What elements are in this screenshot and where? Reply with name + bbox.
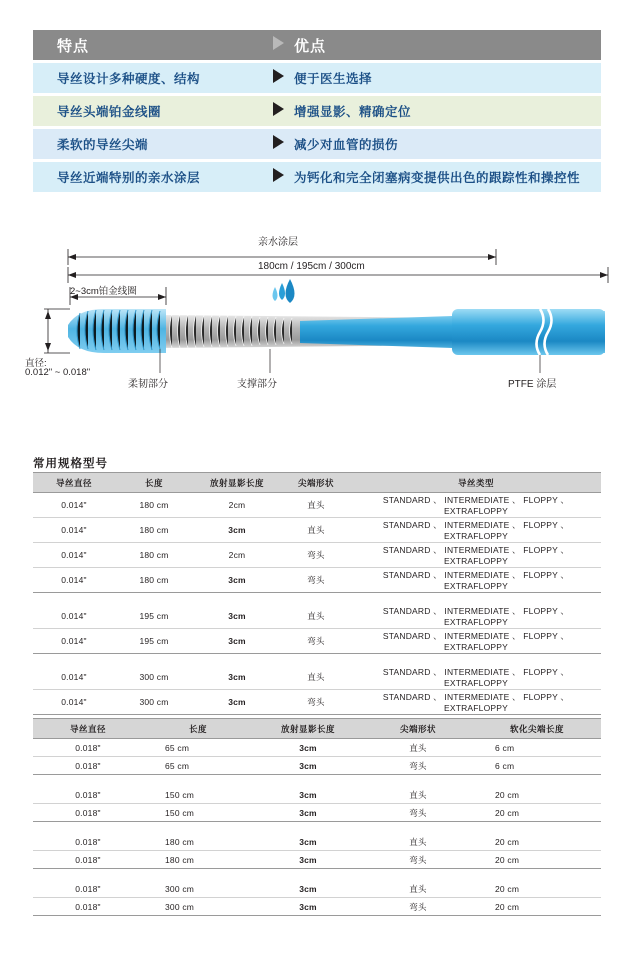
table-spacer: [33, 654, 601, 666]
col-diameter: 导丝直径: [33, 719, 143, 739]
cell-soft-tip: 6 cm: [473, 757, 601, 775]
cell-radiopaque: 3cm: [193, 604, 281, 629]
table-row: [33, 604, 601, 629]
table-row: [33, 757, 601, 775]
cell-soft-tip: 20 cm: [473, 786, 601, 804]
table-header-row: [33, 473, 601, 493]
cell-radiopaque: 2cm: [193, 493, 281, 518]
table-row: [33, 543, 601, 568]
cell-diameter: 0.014": [33, 493, 115, 518]
cell-type: STANDARD 、 INTERMEDIATE 、 FLOPPY 、 EXTRAFLOPPY: [351, 629, 601, 654]
spec-table-018: [33, 718, 601, 916]
cell-length: 65 cm: [143, 757, 253, 775]
cell-diameter: 0.014": [33, 568, 115, 593]
feature-cell: 导丝近端特别的亲水涂层: [57, 171, 201, 185]
cell-radiopaque: 3cm: [193, 690, 281, 715]
cell-tip: 直头: [363, 739, 473, 757]
cell-length: 300 cm: [143, 898, 253, 916]
hydrophilic-coating-label: 亲水涂层: [258, 237, 298, 248]
cell-length: 180 cm: [115, 493, 193, 518]
table-row: [33, 786, 601, 804]
feature-benefit-table: [33, 30, 601, 192]
cell-radiopaque: 3cm: [253, 786, 363, 804]
cell-tip: 弯头: [363, 851, 473, 869]
cell-diameter: 0.018": [33, 851, 143, 869]
col-radiopaque-length: 放射显影长度: [253, 719, 363, 739]
cell-diameter: 0.014": [33, 665, 115, 690]
cell-length: 195 cm: [115, 629, 193, 654]
table-row: [33, 518, 601, 543]
col-length: 长度: [115, 473, 193, 493]
table-row: [33, 96, 601, 126]
col-diameter: 导丝直径: [33, 473, 115, 493]
table-spacer: [33, 593, 601, 605]
cell-tip: 弯头: [363, 898, 473, 916]
diameter-label: 直径:: [25, 358, 47, 369]
cell-length: 150 cm: [143, 786, 253, 804]
cell-radiopaque: 3cm: [253, 804, 363, 822]
cell-tip: 弯头: [281, 629, 351, 654]
cell-tip: 直头: [281, 518, 351, 543]
spec-section-title: 常用规格型号: [33, 458, 108, 470]
col-length: 长度: [143, 719, 253, 739]
triangle-right-icon: [262, 135, 294, 154]
cell-diameter: 0.018": [33, 739, 143, 757]
feature-benefit-header: [33, 30, 601, 60]
cell-length: 180 cm: [143, 833, 253, 851]
cell-radiopaque: 3cm: [193, 568, 281, 593]
cell-type: STANDARD 、 INTERMEDIATE 、 FLOPPY 、 EXTRAFLOPPY: [351, 543, 601, 568]
table-header-row: [33, 719, 601, 739]
cell-diameter: 0.014": [33, 690, 115, 715]
col-wire-type: 导丝类型: [351, 473, 601, 493]
col-soft-tip-length: 软化尖端长度: [473, 719, 601, 739]
cell-diameter: 0.018": [33, 880, 143, 898]
col-radiopaque-length: 放射显影长度: [193, 473, 281, 493]
cell-soft-tip: 6 cm: [473, 739, 601, 757]
table-row: [33, 851, 601, 869]
cell-length: 180 cm: [115, 543, 193, 568]
triangle-right-icon: [262, 168, 294, 187]
triangle-right-icon: [262, 36, 294, 55]
cell-diameter: 0.018": [33, 804, 143, 822]
cell-radiopaque: 3cm: [253, 880, 363, 898]
water-drop-icon: [273, 279, 295, 303]
cell-type: STANDARD 、 INTERMEDIATE 、 FLOPPY 、 EXTRAFLOPPY: [351, 665, 601, 690]
header-feature-label: 特点: [57, 37, 90, 55]
cell-length: 300 cm: [115, 665, 193, 690]
table-spacer: [33, 775, 601, 787]
triangle-right-icon: [262, 102, 294, 121]
feature-cell: 导丝头端铂金线圈: [57, 105, 162, 119]
cell-tip: 直头: [363, 786, 473, 804]
table-row: [33, 129, 601, 159]
table-row: [33, 568, 601, 593]
benefit-cell: 增强显影、精确定位: [294, 105, 412, 119]
cell-diameter: 0.014": [33, 604, 115, 629]
guidewire-diagram: [0, 225, 635, 405]
cell-radiopaque: 2cm: [193, 543, 281, 568]
cell-soft-tip: 20 cm: [473, 851, 601, 869]
table-row: [33, 690, 601, 715]
ptfe-coating-label: PTFE 涂层: [508, 379, 557, 390]
cell-length: 180 cm: [115, 568, 193, 593]
cell-diameter: 0.014": [33, 629, 115, 654]
cell-length: 65 cm: [143, 739, 253, 757]
cell-tip: 弯头: [281, 690, 351, 715]
benefit-cell: 减少对血管的损伤: [294, 138, 399, 152]
cell-diameter: 0.014": [33, 543, 115, 568]
cell-tip: 直头: [281, 665, 351, 690]
cell-length: 180 cm: [115, 518, 193, 543]
cell-radiopaque: 3cm: [253, 851, 363, 869]
cell-length: 300 cm: [115, 690, 193, 715]
cell-radiopaque: 3cm: [253, 739, 363, 757]
cell-diameter: 0.014": [33, 518, 115, 543]
col-tip-shape: 尖端形状: [363, 719, 473, 739]
cell-type: STANDARD 、 INTERMEDIATE 、 FLOPPY 、 EXTRAFLOPPY: [351, 690, 601, 715]
cell-soft-tip: 20 cm: [473, 898, 601, 916]
cell-tip: 弯头: [281, 568, 351, 593]
feature-cell: 柔软的导丝尖端: [57, 138, 149, 152]
cell-tip: 直头: [281, 493, 351, 518]
table-row: [33, 804, 601, 822]
cell-radiopaque: 3cm: [193, 665, 281, 690]
cell-radiopaque: 3cm: [253, 757, 363, 775]
col-tip-shape: 尖端形状: [281, 473, 351, 493]
cell-soft-tip: 20 cm: [473, 880, 601, 898]
cell-type: STANDARD 、 INTERMEDIATE 、 FLOPPY 、 EXTRAFLOPPY: [351, 518, 601, 543]
cell-diameter: 0.018": [33, 833, 143, 851]
table-row: [33, 493, 601, 518]
cell-type: STANDARD 、 INTERMEDIATE 、 FLOPPY 、 EXTRAFLOPPY: [351, 568, 601, 593]
spec-table-014: [33, 472, 601, 715]
cell-length: 195 cm: [115, 604, 193, 629]
table-row: [33, 629, 601, 654]
cell-length: 180 cm: [143, 851, 253, 869]
cell-diameter: 0.018": [33, 898, 143, 916]
triangle-right-icon: [262, 69, 294, 88]
cell-type: STANDARD 、 INTERMEDIATE 、 FLOPPY 、 EXTRAFLOPPY: [351, 493, 601, 518]
cell-radiopaque: 3cm: [253, 833, 363, 851]
cell-tip: 直头: [281, 604, 351, 629]
benefit-cell: 便于医生选择: [294, 72, 373, 86]
cell-soft-tip: 20 cm: [473, 833, 601, 851]
table-spacer: [33, 822, 601, 834]
cell-soft-tip: 20 cm: [473, 804, 601, 822]
diameter-value: 0.012" ~ 0.018": [25, 367, 91, 378]
table-row: [33, 162, 601, 192]
table-row: [33, 63, 601, 93]
cell-diameter: 0.018": [33, 786, 143, 804]
support-section-label: 支撑部分: [237, 379, 277, 390]
cell-length: 150 cm: [143, 804, 253, 822]
table-row: [33, 665, 601, 690]
table-row: [33, 833, 601, 851]
cell-radiopaque: 3cm: [193, 629, 281, 654]
cell-radiopaque: 3cm: [253, 898, 363, 916]
cell-radiopaque: 3cm: [193, 518, 281, 543]
table-row: [33, 739, 601, 757]
feature-cell: 导丝设计多种硬度、结构: [57, 72, 201, 86]
coil-length-label: 2~3cm铂金线圈: [70, 286, 137, 297]
cell-tip: 弯头: [363, 757, 473, 775]
cell-tip: 弯头: [363, 804, 473, 822]
total-length-label: 180cm / 195cm / 300cm: [258, 261, 365, 272]
cell-tip: 直头: [363, 833, 473, 851]
header-benefit-label: 优点: [294, 37, 327, 55]
cell-tip: 直头: [363, 880, 473, 898]
table-row: [33, 880, 601, 898]
cell-tip: 弯头: [281, 543, 351, 568]
table-spacer: [33, 869, 601, 881]
benefit-cell: 为钙化和完全闭塞病变提供出色的跟踪性和操控性: [294, 171, 581, 185]
cell-diameter: 0.018": [33, 757, 143, 775]
cell-length: 300 cm: [143, 880, 253, 898]
table-row: [33, 898, 601, 916]
soft-section-label: 柔韧部分: [128, 379, 168, 390]
cell-type: STANDARD 、 INTERMEDIATE 、 FLOPPY 、 EXTRAFLOPPY: [351, 604, 601, 629]
